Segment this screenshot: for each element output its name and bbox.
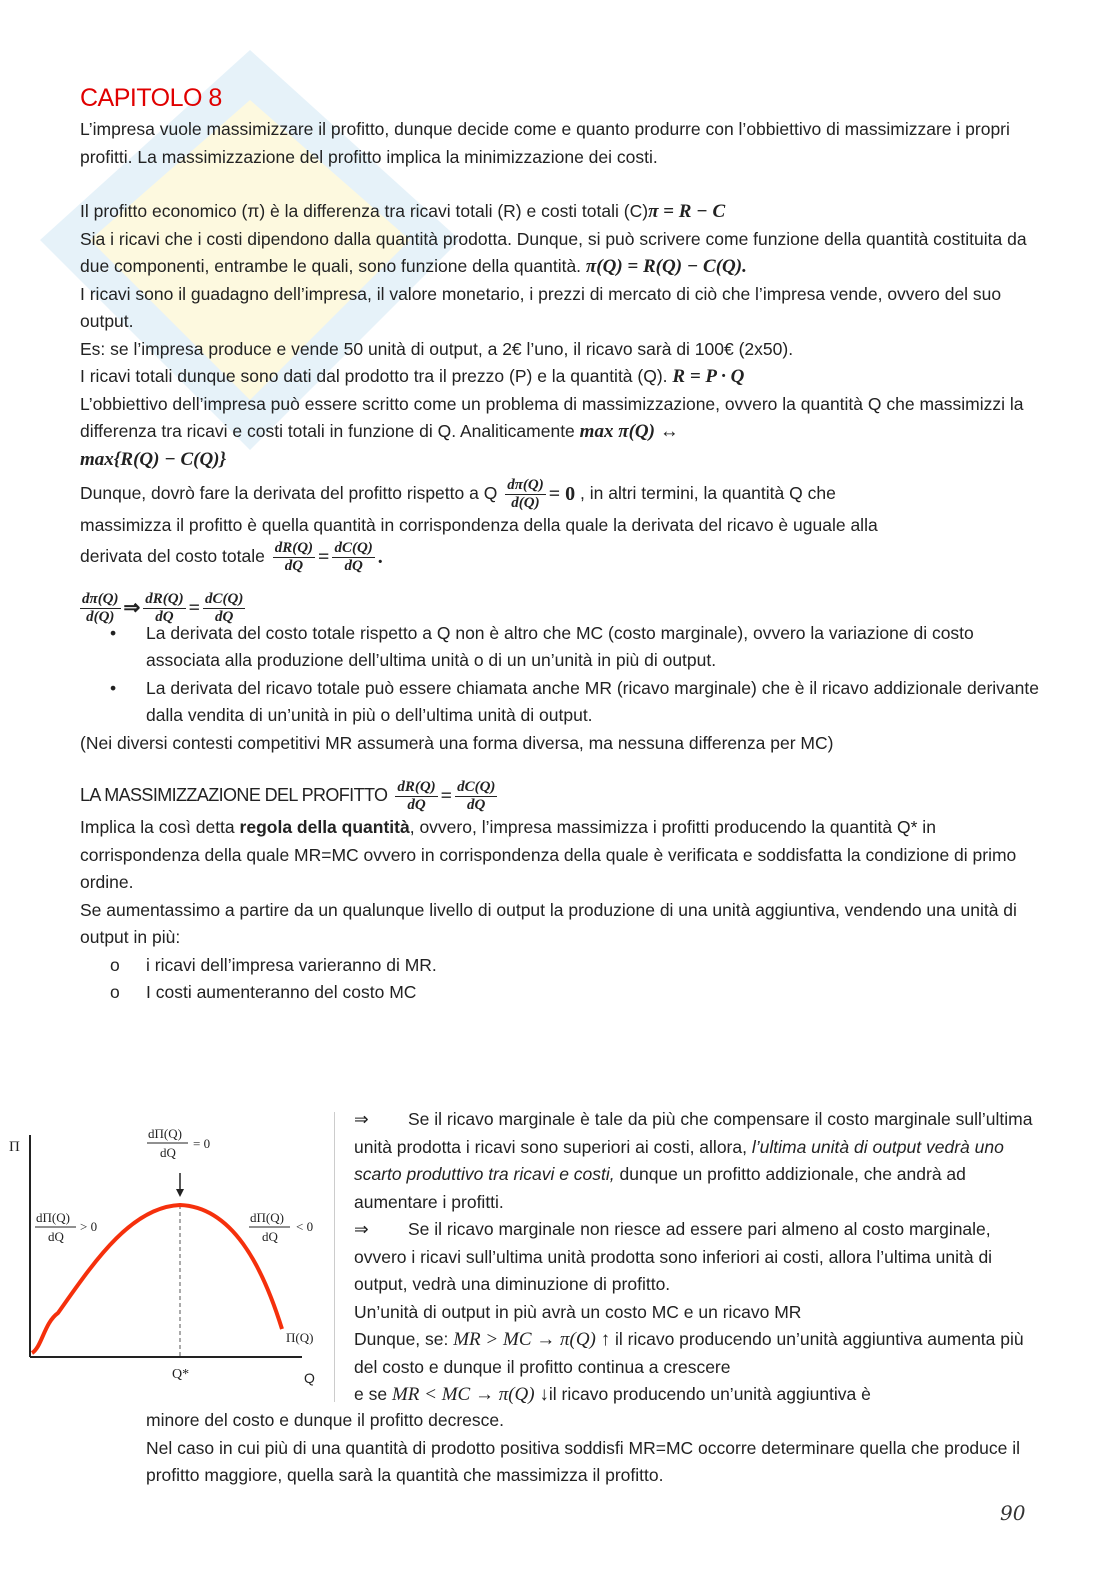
graph-top-num: dΠ(Q) (148, 1126, 182, 1141)
fraction-dc-dq (332, 540, 374, 575)
circle-marker: o (110, 982, 120, 1002)
explanation-text-5a: e se (354, 1384, 392, 1404)
list-item (80, 979, 1040, 1007)
rule-paragraph (80, 814, 1040, 897)
document-page (80, 80, 1040, 1007)
increase-paragraph: Se aumentassimo a partire da un qualunque livello di output la produzione di una unità aggiuntiva, vendendo una unità di output in più: (80, 899, 1017, 947)
list-item-text: i ricavi dell’impresa varieranno di MR. (146, 954, 437, 975)
bullet-marker: • (110, 622, 117, 643)
implies-arrow-icon: ⇒ (354, 1219, 369, 1239)
dependence-paragraph (80, 226, 1040, 281)
explanation-text-5b: il ricavo producendo un’unità aggiuntiva è (548, 1384, 871, 1404)
graph-qstar-label: Q* (172, 1367, 190, 1382)
equals-sign: = (318, 545, 330, 568)
derivative-text-d: derivata del costo totale (80, 545, 265, 566)
graph-right-den: dQ (262, 1229, 278, 1244)
max-arrow-head (176, 1189, 184, 1197)
implies-sign: ⇒ (123, 596, 141, 619)
intro-paragraph: L’impresa vuole massimizzare il profitto, dunque decide come e quanto produrre con l’obbiettivo di massimizzare i propri profitti. La massimizzazione del profitto implica la minimizzazione dei costi. (80, 119, 1010, 167)
explanation-text-4b: il ricavo producendo un’unità aggiuntiva aumenta più del costo e dunque il profitto continua a crescere (354, 1329, 1024, 1377)
list-item-text: La derivata del ricavo totale può essere chiamata anche MR (ricavo marginale) che è il ricavo addizionale derivante dalla vendita di un’unità in più o dell’ultima unità di output. (146, 677, 1039, 725)
equals-sign: = (440, 784, 453, 807)
period: . (377, 545, 383, 568)
fraction-den: dQ (467, 797, 486, 813)
explanation-text-4a: Dunque, se: (354, 1329, 454, 1349)
profit-definition-text: Il profitto economico (π) è la differenza tra ricavi totali (R) e costi totali (C) (80, 201, 649, 221)
fraction-dpi-dq (505, 477, 546, 512)
derivative-text-b: , in altri termini, la quantità Q che (580, 483, 836, 504)
explanation-formula-decrease: MR < MC → π(Q) ↓ (391, 1384, 549, 1405)
explanation-paragraph-1 (354, 1106, 1034, 1216)
rule-bold: regola della quantità (239, 817, 410, 837)
bottom-line-2: Nel caso in cui più di una quantità di prodotto positiva soddisfi MR=MC occorre determinare quella che produce il profitto maggiore, quella sarà la quantità che massimizza il profitto. (146, 1437, 1021, 1485)
profit-formula: π = R − C (648, 201, 726, 222)
fraction-num: dπ(Q) (82, 590, 119, 607)
list-item (80, 620, 1040, 675)
derivative-text-c: massimizza il profitto è quella quantità in corrispondenza della quale la derivata del ricavo è uguale alla (80, 515, 878, 535)
dependence-text: Sia i ricavi che i costi dipendono dalla quantità prodotta. Dunque, si può scrivere come funzione della quantità costituita da due componenti, entrambe le quali, sono funzione della quantità. (80, 228, 1027, 276)
fraction-num: dC(Q) (457, 779, 496, 795)
circle-list (80, 952, 1040, 1007)
fraction-dc-dq (455, 779, 497, 814)
derivative-paragraph (80, 477, 1040, 575)
graph-right-rel: < 0 (296, 1219, 314, 1234)
explanation-text-1a: Se il ricavo marginale è tale da più che compensare il costo marginale sull’ultima unità prodotta i ricavi sono superiori ai costi, allora, (354, 1109, 1033, 1157)
chapter-title: CAPITOLO 8 (80, 84, 222, 112)
fraction-num: dπ(Q) (507, 477, 544, 493)
fraction-num: dR(Q) (397, 779, 436, 795)
bullet-marker: • (110, 677, 117, 698)
implies-arrow-icon: ⇒ (354, 1109, 369, 1129)
list-item-text: I costi aumenteranno del costo MC (146, 982, 417, 1002)
bullet-note: (Nei diversi contesti competitivi MR assumerà una forma diversa, ma nessuna differenza per MC) (80, 732, 834, 753)
explanation-text-2: Se il ricavo marginale non riesce ad essere pari almeno al costo marginale, ovvero i ricavi sull’ultima unità prodotta sono inferiori ai costi, allora l’ultima unità di output, vedrà una diminuzione di profitto. (354, 1219, 993, 1294)
bottom-text (146, 1407, 1026, 1490)
graph-curve-label: Π(Q) (286, 1330, 314, 1345)
fraction-den: dQ (215, 608, 234, 625)
fraction-den: dQ (344, 557, 363, 574)
dependence-formula: π(Q) = R(Q) − C(Q). (585, 256, 747, 277)
profit-definition (80, 198, 1040, 226)
explanation-paragraph-4 (354, 1326, 1034, 1381)
circle-marker: o (110, 954, 120, 975)
graph-top-den: dQ (160, 1145, 176, 1160)
fraction-den: dQ (155, 608, 174, 625)
profit-graph (0, 1105, 340, 1405)
fraction-num: dR(Q) (145, 590, 184, 607)
fraction-num: dR(Q) (274, 539, 314, 556)
explanation-paragraph-3: Un’unità di output in più avrà un costo MC e un ricavo MR (354, 1301, 802, 1322)
fraction-dr-dq (273, 540, 315, 575)
explanation-paragraph-2 (354, 1216, 1034, 1299)
section-title: LA MASSIMIZZAZIONE DEL PROFITTO (80, 785, 388, 806)
section-heading (80, 779, 1040, 814)
objective-formula-a: max π(Q) ↔ (579, 421, 679, 442)
bullet-list (80, 620, 1040, 730)
list-item (80, 675, 1040, 730)
objective-text: L’obbiettivo dell’impresa può essere scritto come un problema di massimizzazione, ovvero la quantità Q che massimizzi la differenza tra ricavi e costi totali in funzione di Q. Analiticamente (80, 393, 1024, 441)
graph-explanation (354, 1106, 1034, 1409)
bottom-line-1: minore del costo e dunque il profitto decresce. (146, 1410, 504, 1430)
rule-text-a: Implica la così detta (80, 817, 240, 837)
rule-text-b: , ovvero, l’impresa massimizza i profitti producendo la quantità Q* in corrispondenza della quale MR=MC ovvero in corrispondenza della quale è verificata e soddisfatta la condizione di primo ordine. (80, 817, 1017, 892)
derivative-text-a: Dunque, dovrò fare la derivata del profitto rispetto a Q (80, 483, 498, 504)
fraction-den: dQ (407, 797, 426, 813)
equals-zero: = 0 (548, 482, 576, 505)
fraction-num: dC(Q) (205, 590, 244, 607)
graph-left-num: dΠ(Q) (36, 1210, 70, 1225)
graph-top-rel: = 0 (193, 1136, 211, 1151)
graph-left-rel: > 0 (80, 1219, 98, 1234)
example-paragraph: Es: se l’impresa produce e vende 50 unità di output, a 2€ l’uno, il ricavo sarà di 100€ (2x50). (80, 338, 794, 359)
revenue-paragraph: I ricavi sono il guadagno dell’impresa, il valore monetario, i prezzi di mercato di ciò che l’impresa vende, ovvero del suo output. (80, 283, 1002, 331)
explanation-formula-increase: MR > MC → π(Q) ↑ (453, 1329, 611, 1350)
equals-sign: = (188, 596, 201, 619)
total-revenue-text: I ricavi totali dunque sono dati dal prodotto tra il prezzo (P) e la quantità (Q). (80, 366, 668, 386)
explanation-text-1b: dunque un profitto addizionale, che andrà ad aumentare i profitti. (354, 1164, 966, 1212)
total-revenue-formula: R = P · Q (672, 366, 745, 387)
fraction-den: d(Q) (86, 608, 115, 625)
objective-formula-b: max{R(Q) − C(Q)} (80, 448, 227, 470)
fraction-den: dQ (284, 557, 304, 574)
explanation-paragraph-5 (354, 1381, 1034, 1409)
fraction-den: d(Q) (511, 495, 540, 511)
objective-paragraph (80, 391, 1040, 474)
column-divider (334, 1112, 335, 1402)
graph-y-axis-label: Π (9, 1139, 20, 1155)
fraction-dr-dq (395, 779, 437, 814)
list-item (80, 952, 1040, 980)
graph-x-axis-label: Q (304, 1370, 315, 1386)
graph-right-num: dΠ(Q) (250, 1210, 284, 1225)
page-number: 90 (1000, 1501, 1026, 1525)
explanation-italic: l’ultima unità di output vedrà uno scarto produttivo tra ricavi e costi, (354, 1136, 1004, 1184)
list-item-text: La derivata del costo totale rispetto a Q non è altro che MC (costo marginale), ovvero la variazione di costo associata alla produzione dell’ultima unità o di un un’unità in più di output. (146, 622, 974, 670)
fraction-num: dC(Q) (334, 539, 373, 556)
graph-left-den: dQ (48, 1229, 64, 1244)
total-revenue-paragraph (80, 363, 1040, 391)
